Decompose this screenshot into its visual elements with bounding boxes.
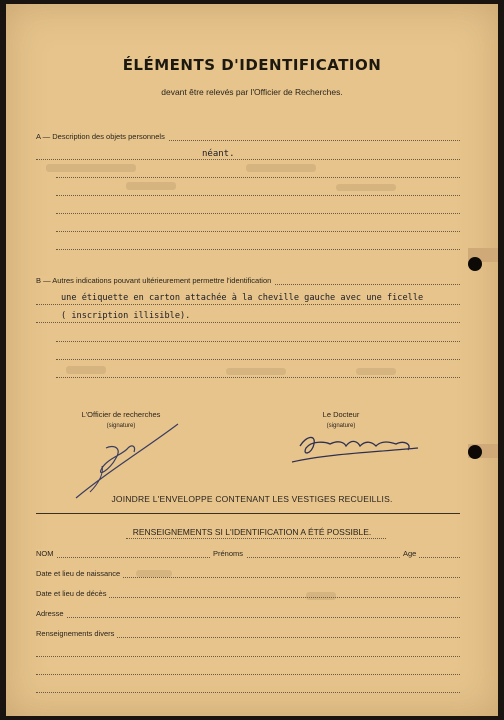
rule-a-5 [56,213,460,214]
rule-heading [126,538,386,539]
field-label-adresse: Adresse [36,609,67,618]
divider-line [36,513,460,514]
officer-signature-title: L'Officier de recherches [81,410,161,419]
field-label-prenoms: Prénoms [210,549,246,558]
rule-a-4 [56,195,460,196]
rule-b-4 [56,341,460,342]
rule-a-6 [56,231,460,232]
punch-hole [468,257,482,271]
rule-blank-2 [36,674,460,675]
faded-ink-mark [246,164,316,172]
section-a-label: A — Description des objets personnels [36,132,168,141]
rule-b-5 [56,359,460,360]
rule-nom [36,557,460,558]
field-label-deces: Date et lieu de décès [36,589,109,598]
rule-blank-1 [36,656,460,657]
rule-blank-3 [36,692,460,693]
section-b-line2: ( inscription illisible). [61,311,191,321]
form-sheet [6,4,498,716]
rule-a-7 [56,249,460,250]
field-label-naissance: Date et lieu de naissance [36,569,123,578]
section-a-entry: néant. [202,149,235,159]
section-heading-renseignements: RENSEIGNEMENTS SI L'IDENTIFICATION A ÉTÉ POSSIBLE. [132,527,372,537]
field-label-age: Age [400,549,419,558]
officer-handwritten-signature [66,418,186,504]
section-b-label: B — Autres indications pouvant ultérieurement permettre l'identification [36,276,274,285]
field-label-divers: Renseignements divers [36,629,117,638]
faded-ink-mark [66,366,106,374]
rule-b-6 [56,377,460,378]
instruction-joindre: JOINDRE L'ENVELOPPE CONTENANT LES VESTIGES RECUEILLIS. [111,494,393,504]
faded-ink-mark [226,368,286,375]
page-subtitle: devant être relevés par l'Officier de Recherches. [161,87,343,97]
faded-ink-mark [136,570,172,577]
punch-hole [468,445,482,459]
rule-b-3 [36,322,460,323]
rule-adresse [36,617,460,618]
faded-ink-mark [336,184,396,191]
page-title: ÉLÉMENTS D'IDENTIFICATION [122,56,382,74]
rule-a-3 [56,177,460,178]
doctor-signature-sub: (signature) [326,423,356,429]
officer-signature-sub: (signature) [106,423,136,429]
faded-ink-mark [306,592,336,600]
faded-ink-mark [126,182,176,190]
faded-ink-mark [356,368,396,375]
faded-ink-mark [46,164,136,172]
field-label-nom: NOM [36,549,57,558]
doctor-handwritten-signature [286,426,420,470]
section-b-line1: une étiquette en carton attachée à la cheville gauche avec une ficelle [61,293,424,303]
doctor-signature-title: Le Docteur [322,410,360,419]
rule-b-2 [36,304,460,305]
rule-a-2 [36,159,460,160]
